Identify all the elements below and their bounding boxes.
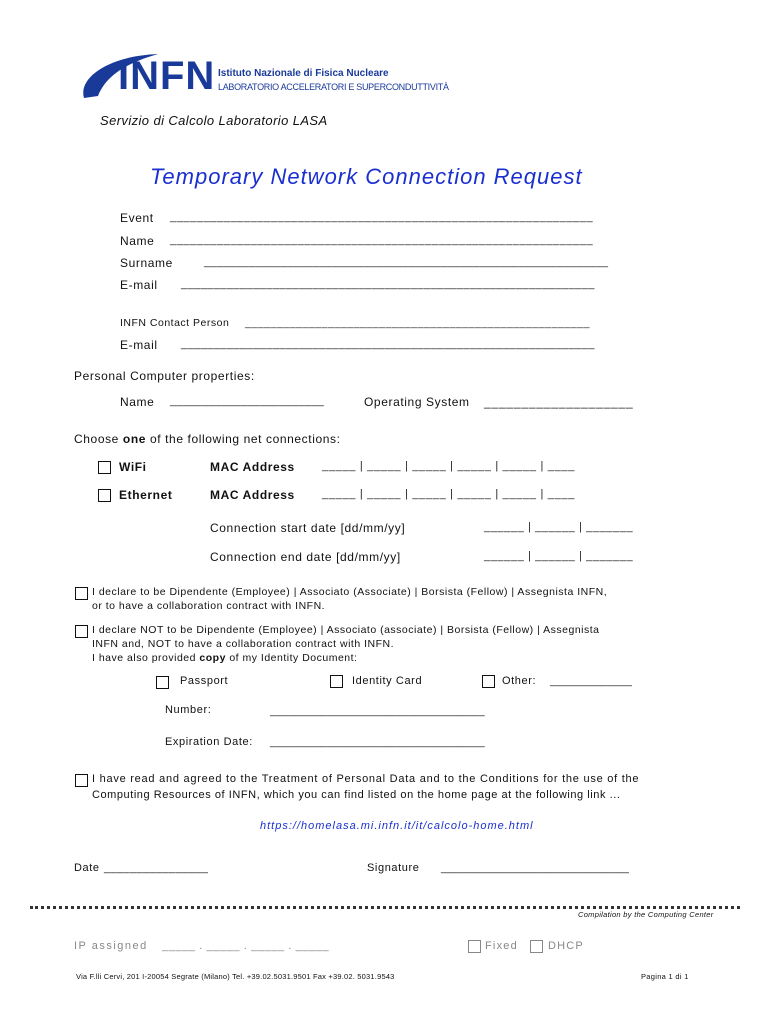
document-number-label: Number: [165,704,212,716]
identity-emphasis: copy [199,652,226,664]
non-employee-declaration-line1: I declare NOT to be Dipendente (Employee) | Associato (associate) | Borsista (Fellow) | Assegnista [92,624,600,636]
document-number-field[interactable]: __________________________________ [270,705,485,717]
contact-email-field[interactable]: _______________________________________________________________ [181,338,595,350]
fixed-ip-label: Fixed [485,940,518,952]
dhcp-checkbox[interactable] [530,940,543,953]
compilation-note: Compilation by the Computing Center [578,910,714,919]
contact-person-label: INFN Contact Person [120,317,230,329]
contact-email-label: E-mail [120,338,158,352]
choose-connection-text [74,432,341,446]
end-date-field[interactable]: ______ | ______ | _______ [484,550,634,562]
ethernet-mac-field[interactable]: _____ | _____ | _____ | _____ | _____ | ____ [322,488,576,500]
end-date-label: Connection end date [dd/mm/yy] [210,550,401,564]
choose-suffix: of the following net connections: [146,432,341,446]
contact-person-field[interactable]: ______________________________________________________ [245,317,591,329]
identity-prefix: I have also provided [92,652,200,664]
other-document-checkbox[interactable] [482,675,495,688]
employee-declaration-line1: I declare to be Dipendente (Employee) | Associato (Associate) | Borsista (Fellow) | Assegnista INFN, [92,586,608,598]
non-employee-declaration-line2: INFN and, NOT to have a collaboration contract with INFN. [92,638,395,650]
identity-suffix: of my Identity Document: [225,652,358,664]
wifi-mac-field[interactable]: _____ | _____ | _____ | _____ | _____ | ____ [322,460,576,472]
email-field[interactable]: _______________________________________________________________ [181,278,595,290]
os-field[interactable]: ____________________ [484,395,634,409]
identity-card-label: Identity Card [352,675,423,687]
fixed-ip-checkbox[interactable] [468,940,481,953]
signature-label: Signature [367,862,420,874]
identity-document-text [92,652,357,664]
footer-address: Via F.lli Cervi, 201 I-20054 Segrate (Milano) Tel. +39.02.5031.9501 Fax +39.02. 5031.9543 [76,972,395,981]
pc-properties-heading: Personal Computer properties: [74,369,255,383]
non-employee-declaration-checkbox[interactable] [75,625,88,638]
other-document-label: Other: [502,675,537,687]
email-label: E-mail [120,278,158,292]
office-use-divider [30,906,740,909]
expiration-date-field[interactable]: __________________________________ [270,736,485,748]
institute-name: Istituto Nazionale di Fisica Nucleare [218,68,389,79]
signature-field[interactable]: ______________________________ [441,862,630,874]
employee-declaration-checkbox[interactable] [75,587,88,600]
page-number: Pagina 1 di 1 [641,972,689,981]
ip-assigned-field[interactable]: _____ . _____ . _____ . _____ [162,940,330,952]
wifi-mac-label: MAC Address [210,460,295,474]
surname-field[interactable]: _______________________________________________________________ [204,256,609,268]
dhcp-label: DHCP [548,940,584,952]
surname-label: Surname [120,256,173,270]
other-document-field[interactable]: _____________ [550,675,633,687]
wifi-label: WiFi [119,460,147,474]
date-field[interactable]: ________________ [104,862,209,874]
start-date-label: Connection start date [dd/mm/yy] [210,521,406,535]
event-field[interactable]: _______________________________________________________________ [170,211,594,223]
computing-home-link[interactable]: https://homelasa.mi.infn.it/it/calcolo-home.html [260,820,534,832]
laboratory-name: LABORATORIO ACCELERATORI E SUPERCONDUTTIVITÀ [218,82,449,92]
page-title: Temporary Network Connection Request [150,164,583,189]
choose-prefix: Choose [74,432,123,446]
pc-name-field[interactable]: ________________________ [170,395,325,407]
event-label: Event [120,211,154,225]
employee-declaration-line2: or to have a collaboration contract with INFN. [92,600,326,612]
name-label: Name [120,234,155,248]
privacy-consent-line2: Computing Resources of INFN, which you can find listed on the home page at the following link ... [92,789,621,801]
privacy-consent-checkbox[interactable] [75,774,88,787]
ethernet-mac-label: MAC Address [210,488,295,502]
ip-assigned-label: IP assigned [74,940,148,952]
ethernet-checkbox[interactable] [98,489,111,502]
service-name: Servizio di Calcolo Laboratorio LASA [100,113,328,128]
ethernet-label: Ethernet [119,488,173,502]
privacy-consent-line1: I have read and agreed to the Treatment of Personal Data and to the Conditions for the use of the [92,773,640,785]
start-date-field[interactable]: ______ | ______ | _______ [484,521,634,533]
pc-name-label: Name [120,395,155,409]
wifi-checkbox[interactable] [98,461,111,474]
os-label: Operating System [364,395,470,409]
passport-label: Passport [180,675,229,687]
identity-card-checkbox[interactable] [330,675,343,688]
date-label: Date [74,862,100,874]
choose-emphasis: one [122,432,147,446]
name-field[interactable]: _______________________________________________________________ [170,234,594,246]
expiration-date-label: Expiration Date: [165,736,253,748]
passport-checkbox[interactable] [156,676,169,689]
logo-text: INFN [118,54,216,98]
